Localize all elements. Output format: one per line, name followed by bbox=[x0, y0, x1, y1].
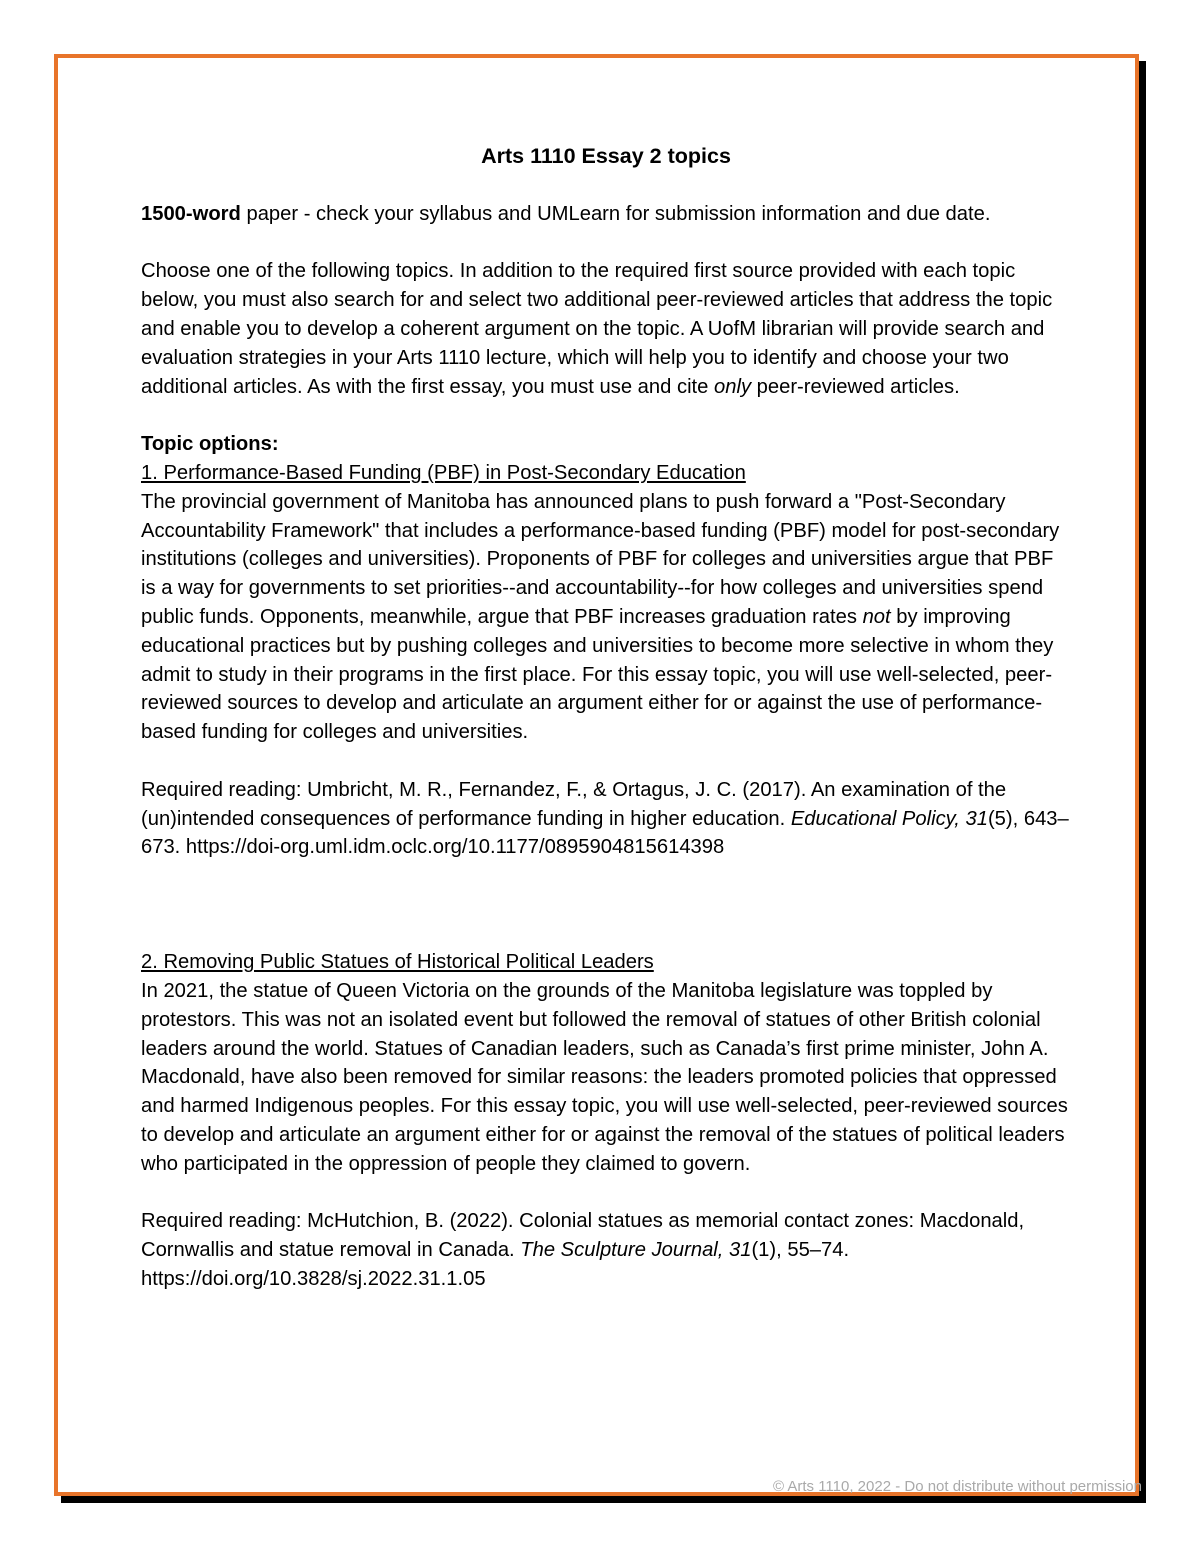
intro-paragraph bbox=[141, 200, 1071, 229]
topic2-citation-link: (1), 55–74. https://doi.org/10.3828/sj.2022.31.1.05 bbox=[141, 1239, 850, 1290]
topic-options-label: Topic options: bbox=[141, 433, 279, 456]
instructions-emphasis: only bbox=[714, 375, 752, 398]
topic1-citation: Required reading: Umbricht, M. R., Fernandez, F., & Ortagus, J. C. (2017). An examination of the (un)intended consequences of performance funding in higher education. bbox=[141, 778, 1007, 830]
document-body bbox=[141, 142, 1071, 1294]
topic2-body: In 2021, the statue of Queen Victoria on the grounds of the Manitoba legislature was toppled by protestors. This was not an isolated event but followed the removal of statues of other British colonial leaders around the world. Statues of Canadian leaders, such as Canada’s first prime minister, John A. Macdonald, have also been removed for similar reasons: the leaders promoted policies that oppressed and harmed Indigenous peoples. For this essay topic, you will use well-selected, peer-reviewed sources to develop and articulate an argument either for or against the removal of the statues of political leaders who participated in the oppression of people they claimed to govern. bbox=[141, 979, 1068, 1175]
topic1-body-text: The provincial government of Manitoba has announced plans to push forward a "Post-Secondary Accountability Framework" that includes a performance-based funding (PBF) model for post-secondary institutions (colleges and universities). Proponents of PBF for colleges and universities argue that PBF is a way for governments to set priorities--and accountability--for how colleges and universities spend public funds. Opponents, meanwhile, argue that PBF increases graduation rates bbox=[141, 490, 1060, 628]
topic1-body bbox=[141, 488, 1071, 747]
topic1-body-text-end: by improving educational practices but by pushing colleges and universities to become more selective in whom they admit to study in their programs in the first place. For this essay topic, you will use well-selected, peer-reviewed sources to develop and articulate an argument either for or against the use of performance-based funding for colleges and universities. bbox=[141, 605, 1054, 744]
topic2-journal: The Sculpture Journal, 31 bbox=[520, 1239, 752, 1262]
intro-text: paper - check your syllabus and UMLearn for submission information and due date. bbox=[240, 202, 991, 225]
topic2-heading: 2. Removing Public Statues of Historical Political Leaders bbox=[141, 951, 654, 974]
instructions-paragraph bbox=[141, 257, 1071, 401]
topic1-body-emphasis: not bbox=[862, 605, 891, 628]
page-title: Arts 1110 Essay 2 topics bbox=[481, 144, 731, 168]
topic1-citation-link: (5), 643–673. https://doi-org.uml.idm.oclc.org/10.1177/0895904815614398 bbox=[141, 807, 1069, 859]
topic1-heading: 1. Performance-Based Funding (PBF) in Post-Secondary Education bbox=[141, 461, 746, 484]
word-count: 1500-word bbox=[141, 202, 241, 225]
topic1-required-reading bbox=[141, 776, 1071, 862]
instructions-text: Choose one of the following topics. In addition to the required first source provided with each topic below, you must also search for and select two additional peer-reviewed articles that address the topic and enable you to develop a coherent argument on the topic. A UofM librarian will provide search and evaluation strategies in your Arts 1110 lecture, which will help you to identify and choose your two additional articles. As with the first essay, you must use and cite bbox=[141, 260, 1053, 398]
copyright-footer: © Arts 1110, 2022 - Do not distribute without permission bbox=[772, 1478, 1142, 1495]
topic1-journal: Educational Policy, 31 bbox=[790, 807, 988, 830]
topic2-citation: Required reading: McHutchion, B. (2022). Colonial statues as memorial contact zones: Macdonald, Cornwallis and statue removal in Canada. bbox=[141, 1210, 1025, 1262]
instructions-text-end: peer-reviewed articles. bbox=[751, 375, 960, 398]
topic2-required-reading bbox=[141, 1207, 1071, 1293]
